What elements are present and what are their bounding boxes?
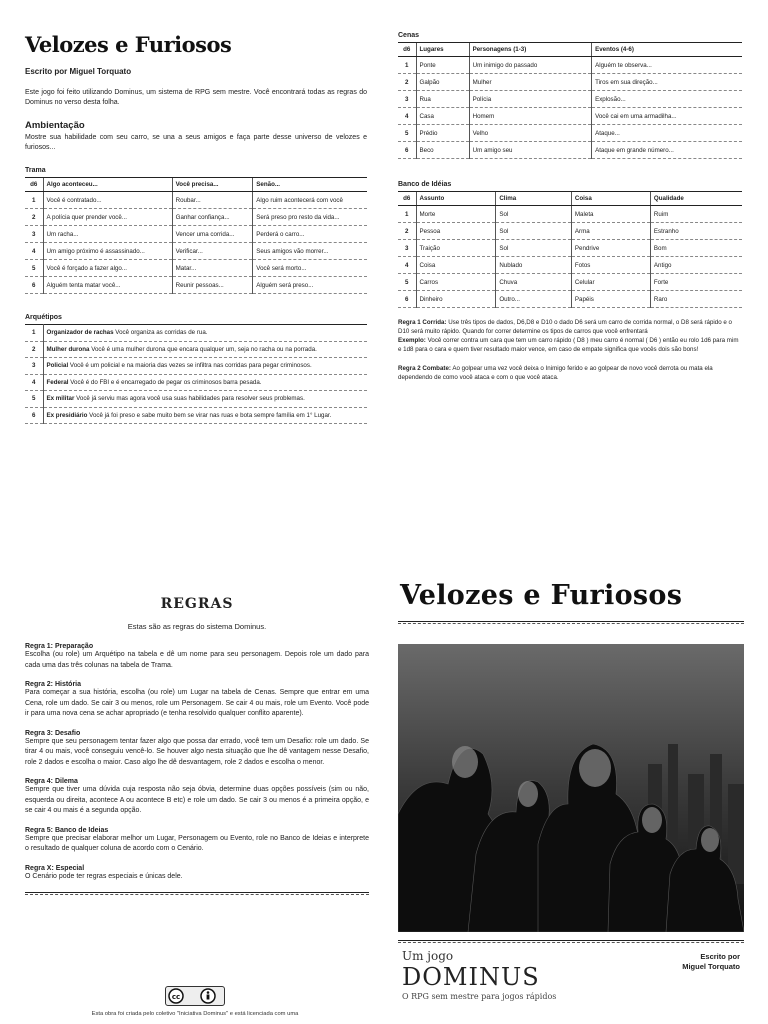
archetype-desc: Você é um policial e na maioria das vezes se infiltra nas corridas para pegar criminosos. (69, 362, 312, 370)
cell: 5 (398, 125, 416, 142)
cell: Velho (469, 125, 591, 142)
archetype-name: Ex militar (46, 395, 75, 403)
trama-header-2: Você precisa... (172, 178, 253, 192)
rule-text: O Cenário pode ter regras especiais e únicas dele. (25, 872, 183, 880)
cell: 3 (25, 226, 43, 243)
cell: Polícia (469, 91, 591, 108)
cell: 4 (25, 374, 43, 391)
trama-table (25, 177, 367, 294)
table-row (25, 209, 367, 226)
cell: Verificar... (172, 243, 253, 260)
trama-header-3: Senão... (253, 178, 367, 192)
rule-block (25, 643, 369, 671)
cell: Fotos (571, 257, 650, 274)
rule-title: Regra 2: História (25, 681, 82, 688)
table-row (25, 374, 367, 391)
cell: 3 (25, 358, 43, 375)
cenas-header-1: Lugares (416, 43, 469, 57)
archetype-name: Mulher durona (46, 345, 90, 353)
regra1-text: Use três tipos de dados, D6,D8 e D10 o dado D6 será um carro de corrida normal, o D8 será rápido e o D10 será muito rápido. Quando for correr determine os tipos de carros que você enfrentará (398, 319, 732, 335)
cell: Maleta (571, 206, 650, 223)
cell: Algo ruim acontecerá com você (253, 192, 367, 209)
cell: Casa (416, 108, 469, 125)
cell: Rua (416, 91, 469, 108)
cell: Forte (650, 274, 742, 291)
cell (43, 325, 367, 342)
table-row (398, 274, 742, 291)
cell: 2 (398, 223, 416, 240)
cell: Um amigo seu (469, 142, 591, 159)
cc-license-badge (165, 986, 225, 1006)
cell: Outro... (496, 291, 572, 308)
rule-block (25, 778, 369, 817)
cell: Beco (416, 142, 469, 159)
table-row (25, 358, 367, 375)
table-row (25, 391, 367, 408)
cenas-header-3: Eventos (4-6) (592, 43, 742, 57)
arquetipos-caption: Arquétipos (25, 314, 62, 321)
table-row (25, 226, 367, 243)
cell: 4 (398, 257, 416, 274)
arquetipos-table (25, 324, 367, 424)
archetype-name: Policial (46, 362, 69, 370)
cc-by-icon (166, 987, 224, 1005)
cell: Pendrive (571, 240, 650, 257)
escrito-por-label: Escrito por (700, 952, 740, 961)
cell: Tiros em sua direção... (592, 74, 742, 91)
cell (43, 407, 367, 424)
author-name: Miguel Torquato (682, 962, 740, 971)
banco-header-4: Qualidade (650, 192, 742, 206)
cell: Antigo (650, 257, 742, 274)
rule-text: Sempre que precisar elaborar melhor um Lugar, Personagem ou Evento, role no Banco de Ideias e interprete o resultado de qualquer coluna de acordo com o Cenário. (25, 834, 369, 852)
cell: 5 (25, 260, 43, 277)
um-jogo-label: Um jogo (402, 949, 454, 963)
cell: Celular (571, 274, 650, 291)
cell: Alguém tenta matar você... (43, 277, 172, 294)
table-row (398, 223, 742, 240)
cell: 1 (398, 206, 416, 223)
cell: 4 (25, 243, 43, 260)
cell: Você será morto... (253, 260, 367, 277)
cell: Vencer uma corrida... (172, 226, 253, 243)
cover-illustration (398, 644, 744, 932)
cell: Um inimigo do passado (469, 57, 591, 74)
author-line: Escrito por Miguel Torquato (25, 67, 132, 76)
cell: Sol (496, 240, 572, 257)
cell (43, 374, 367, 391)
ambientacao-heading: Ambientação (25, 120, 85, 131)
table-row (25, 325, 367, 342)
table-row (398, 142, 742, 159)
regras-subtitle: Estas são as regras do sistema Dominus. (127, 622, 267, 631)
cenas-header-2: Personagens (1-3) (469, 43, 591, 57)
rule-title: Regra 5: Banco de Ideias (25, 826, 109, 834)
cell: 2 (25, 209, 43, 226)
archetype-name: Organizador de rachas (46, 329, 114, 337)
cell: Arma (571, 223, 650, 240)
cell: Homem (469, 108, 591, 125)
regra1-paragraph (398, 318, 742, 354)
cover-image-art (398, 644, 744, 932)
regra2-label: Regra 2 Combate: (398, 365, 451, 372)
rules-panel (25, 596, 369, 895)
cell (43, 341, 367, 358)
cell: Explosão... (592, 91, 742, 108)
banco-header-3: Coisa (571, 192, 650, 206)
cell: Ganhar confiança... (172, 209, 253, 226)
table-row (398, 125, 742, 142)
cell: Você é contratado... (43, 192, 172, 209)
banco-table (398, 191, 742, 308)
rule-text: Para começar a sua história, escolha (ou role) um Lugar na tabela de Cenas. Sempre que entrar em uma Cena, role um dado. Se cair 3 ou menos, role um Personagem. Se cair 4 ou mais, role um Evento. Você pode ir para uma nova cena se achar apropriado (e tenha resolvido qualquer conflito aparente). (25, 689, 369, 717)
cell: 5 (398, 274, 416, 291)
cell: A polícia quer prender você... (43, 209, 172, 226)
cell: 1 (398, 57, 416, 74)
archetype-desc: Você é do FBI e é encarregado de pegar os criminosos barra pesada. (70, 378, 262, 386)
table-row (25, 260, 367, 277)
rule-text: Escolha (ou role) um Arquétipo na tabela e dê um nome para seu personagem. Depois role um dado para cada uma das três colunas na tabela de Trama. (25, 651, 369, 669)
cell: 4 (398, 108, 416, 125)
archetype-desc: Você organiza as corridas de rua. (115, 329, 208, 337)
cell: Reunir pessoas... (172, 277, 253, 294)
dominus-logo: DOMINUS (402, 963, 540, 991)
cell: Prédio (416, 125, 469, 142)
rule-text: Sempre que seu personagem tentar fazer algo que possa dar errado, você tem um Desafio: role um dado. Se tirar 4 ou mais, você conseguiu vencê-lo. Se houver algo nesta situação que lhe dê vantagem nesse Desafio, role 2 dados e escolha o maior. Caso algo lhe dê desvantagem, role 2 dados e escolha o menor. (25, 737, 369, 766)
cell: Nublado (496, 257, 572, 274)
cenas-header-d6: d6 (398, 43, 416, 57)
regra1-label: Regra 1 Corrida: (398, 319, 447, 326)
banco-header-d6: d6 (398, 192, 416, 206)
cell: Perderá o carro... (253, 226, 367, 243)
cell: Seus amigos vão morrer... (253, 243, 367, 260)
cell: Bom (650, 240, 742, 257)
cell: 6 (398, 142, 416, 159)
cell: Ataque em grande número... (592, 142, 742, 159)
cell: Você cai em uma armadilha... (592, 108, 742, 125)
divider (398, 940, 744, 943)
cell: Dinheiro (416, 291, 496, 308)
table-row (398, 240, 742, 257)
table-row (25, 407, 367, 424)
cell: 2 (25, 341, 43, 358)
table-row (398, 91, 742, 108)
cell: 3 (398, 240, 416, 257)
regras-title: REGRAS (160, 596, 234, 612)
archetype-desc: Você já foi preso e sabe muito bem se virar nas ruas e bota sempre família em 1° Lugar. (89, 411, 332, 419)
rule-text: Sempre que tiver uma dúvida cuja resposta não seja óbvia, determine duas opções possíveis (sim ou não, esquerda ou direita, acontece A ou acontece B etc) e role um dado. Se cair 3 ou menos é a primeira opção, e se cair 4 ou mais é a segunda opção. (25, 786, 369, 814)
cell: Pessoa (416, 223, 496, 240)
cell: Será preso pro resto da vida... (253, 209, 367, 226)
svg-text:cc: cc (171, 993, 181, 1001)
cell: Alguém será preso... (253, 277, 367, 294)
exemplo-label: Exemplo: (398, 337, 426, 344)
cell: Ponte (416, 57, 469, 74)
table-row (398, 257, 742, 274)
rule-block (25, 827, 369, 855)
cell: Matar... (172, 260, 253, 277)
license-text: Esta obra foi criada pelo coletivo "Iniciativa Dominus" e está licenciada com uma (91, 1011, 299, 1017)
cell: Mulher (469, 74, 591, 91)
cenas-table (398, 42, 742, 159)
cell: 5 (25, 391, 43, 408)
front-right-panel (398, 32, 742, 389)
trama-header-1: Algo aconteceu... (43, 178, 172, 192)
table-row (398, 57, 742, 74)
regra2-text: Ao golpear uma vez você deixa o Inimigo ferido e ao golpear de novo você derrota ou mata ela dependendo de como você ataca e com o que você ataca. (398, 365, 713, 381)
table-row (398, 74, 742, 91)
cell: Coisa (416, 257, 496, 274)
rule-title: Regra 3: Desafio (25, 729, 81, 737)
cell: 6 (25, 277, 43, 294)
exemplo-text: Você correr contra um cara que tem um carro rápido ( D8 ) meu carro é normal ( D6 ) então eu rolo 1d6 para mim e 1d8 para o cara e quem tiver resultado maior vence, em caso de empate significa que vocês dois são bons! (398, 337, 739, 353)
cell: Um amigo próximo é assassinado... (43, 243, 172, 260)
cell: Sol (496, 206, 572, 223)
cover-author (682, 952, 740, 972)
cell: 6 (25, 407, 43, 424)
cell: Traição (416, 240, 496, 257)
cell: Ruim (650, 206, 742, 223)
trama-caption: Trama (25, 167, 46, 174)
regra2-paragraph (398, 364, 742, 382)
cell: 6 (398, 291, 416, 308)
cell: 2 (398, 74, 416, 91)
dominus-tagline: O RPG sem mestre para jogos rápidos (402, 992, 557, 1001)
archetype-desc: Você é uma mulher durona que encara qualquer um, seja no racha ou na porrada. (91, 345, 317, 353)
game-title: Velozes e Furiosos (25, 32, 232, 57)
cell (43, 358, 367, 375)
cell: Carros (416, 274, 496, 291)
cell: Alguém te observa... (592, 57, 742, 74)
archetype-desc: Você já serviu mas agora você usa suas habilidades para resolver seus problemas. (76, 395, 305, 403)
rule-block (25, 865, 369, 883)
front-left-panel (25, 32, 367, 424)
archetype-name: Federal (46, 378, 69, 386)
cell: Chuva (496, 274, 572, 291)
rule-title: Regra 4: Dilema (25, 778, 78, 785)
archetype-name: Ex presidiário (46, 411, 88, 419)
rule-title: Regra X: Especial (25, 864, 85, 872)
divider (25, 892, 369, 895)
cell: Um racha... (43, 226, 172, 243)
cover-footer (398, 949, 748, 1009)
rule-block (25, 681, 369, 720)
cell: 1 (25, 325, 43, 342)
cell: 3 (398, 91, 416, 108)
cell: Papéis (571, 291, 650, 308)
divider (398, 621, 744, 624)
banco-header-1: Assunto (416, 192, 496, 206)
cell: Ataque... (592, 125, 742, 142)
cenas-caption: Cenas (398, 32, 420, 39)
cell: 1 (25, 192, 43, 209)
cell: Sol (496, 223, 572, 240)
table-row (25, 243, 367, 260)
banco-header-2: Clima (496, 192, 572, 206)
cell (43, 391, 367, 408)
table-row (398, 206, 742, 223)
cell: Roubar... (172, 192, 253, 209)
cell: Raro (650, 291, 742, 308)
table-row (25, 277, 367, 294)
table-row (398, 291, 742, 308)
table-row (25, 341, 367, 358)
cover-title: Velozes e Furiosos (400, 580, 683, 611)
cell: Estranho (650, 223, 742, 240)
special-rules (398, 318, 742, 382)
banco-caption: Banco de Idéias (398, 181, 452, 188)
table-row (398, 108, 742, 125)
intro-text: Este jogo foi feito utilizando Dominus, um sistema de RPG sem mestre. Você encontrará todas as regras do Dominus no verso desta folha. (25, 89, 367, 106)
cell: Galpão (416, 74, 469, 91)
cell: Morte (416, 206, 496, 223)
table-row (25, 192, 367, 209)
ambientacao-text: Mostre sua habilidade com seu carro, se una a seus amigos e faça parte desse universo de velozes e furiosos... (25, 134, 367, 151)
rule-block (25, 730, 369, 769)
rule-title: Regra 1: Preparação (25, 643, 94, 650)
cover-panel (398, 580, 748, 943)
trama-header-d6: d6 (25, 178, 43, 192)
cell: Você é forçado a fazer algo... (43, 260, 172, 277)
